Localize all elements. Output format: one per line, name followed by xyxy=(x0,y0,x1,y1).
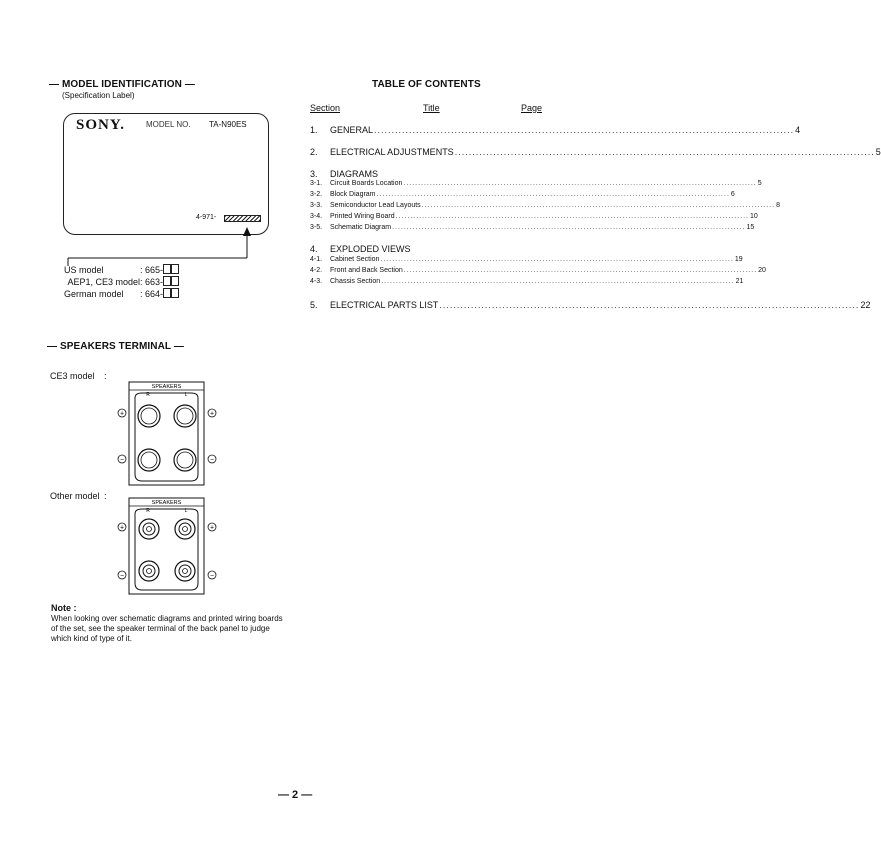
toc-entry-title: Schematic Diagram xyxy=(330,224,392,231)
right-channel-label: R xyxy=(146,508,150,514)
svg-text:−: − xyxy=(119,456,125,464)
toc-leader-dots: ........................................................................................................................ xyxy=(376,191,730,198)
terminal-r-plus xyxy=(139,519,159,539)
toc-entry xyxy=(310,202,780,213)
toc-entry-page: 4 xyxy=(795,125,801,135)
toc-entry-title: GENERAL xyxy=(330,125,374,135)
toc-entry-page: 6 xyxy=(730,191,735,198)
speakers-panel-title: SPEAKERS xyxy=(151,384,182,390)
model-name: German model xyxy=(64,289,124,299)
note-text: When looking over schematic diagrams and printed wiring boards of the set, see the speaker terminal of the back panel to judge which kind of type of it. xyxy=(51,614,283,643)
toc-title: TABLE OF CONTENTS xyxy=(372,79,481,90)
model-code-row xyxy=(64,288,179,300)
terminal-r-plus xyxy=(138,405,160,427)
toc-entry-title: ELECTRICAL PARTS LIST xyxy=(330,300,439,310)
polarity-plus-icon xyxy=(118,523,126,532)
toc-entry xyxy=(310,278,744,289)
toc-entry xyxy=(310,300,871,311)
toc-leader-dots: ........................................................................................................................ xyxy=(421,202,776,209)
polarity-minus-icon xyxy=(118,455,126,464)
toc-entry-page: 15 xyxy=(746,224,755,231)
other-model-label: Other model xyxy=(50,491,100,501)
toc-entry-number: 4. xyxy=(310,244,318,254)
ce3-model-colon: : xyxy=(104,371,107,381)
terminal-l-plus xyxy=(175,519,195,539)
sony-logo: SONY. xyxy=(76,117,126,133)
toc-entry-page: 5 xyxy=(875,147,881,157)
toc-entry xyxy=(310,125,801,136)
toc-entry-title: Block Diagram xyxy=(330,191,376,198)
toc-entry xyxy=(310,191,735,202)
toc-entry xyxy=(310,213,758,224)
toc-entry-title: DIAGRAMS xyxy=(330,169,379,179)
terminal-r-minus xyxy=(139,561,159,581)
toc-entry xyxy=(310,169,543,180)
code-box xyxy=(163,288,171,298)
toc-entry xyxy=(310,147,881,158)
model-no-value: TA-N90ES xyxy=(209,120,247,129)
model-no-label: MODEL NO. xyxy=(146,120,191,129)
toc-entry-number: 5. xyxy=(310,300,318,310)
toc-col-page: Page xyxy=(521,103,543,113)
toc-leader-dots: ........................................................................................................................ xyxy=(403,267,758,274)
model-code: : 663- xyxy=(140,277,164,287)
toc-entry xyxy=(310,224,755,235)
serial-prefix: 4-971- xyxy=(196,214,217,221)
terminal-l-plus xyxy=(174,405,196,427)
toc-entry-page: 20 xyxy=(758,267,766,274)
toc-entry-title: Front and Back Section xyxy=(330,267,403,274)
toc-col-title: Title xyxy=(423,103,440,113)
svg-text:−: − xyxy=(119,572,125,580)
toc-col-section: Section xyxy=(310,103,341,113)
code-box xyxy=(171,276,179,286)
serial-leader-line xyxy=(60,220,280,270)
model-code-row xyxy=(64,276,179,288)
toc-entry-title: EXPLODED VIEWS xyxy=(330,244,411,254)
other-model-colon: : xyxy=(104,491,107,501)
toc-leader-dots: ........................................................................................................................ xyxy=(380,256,734,263)
model-code-row xyxy=(64,264,179,276)
toc-entry-page: 22 xyxy=(860,300,871,310)
toc-entry-number: 3-5. xyxy=(310,224,323,231)
model-code-list xyxy=(64,264,179,300)
toc-entry xyxy=(310,256,743,267)
svg-text:+: + xyxy=(119,524,125,532)
svg-text:+: + xyxy=(209,410,215,418)
toc-entry-page: 5 xyxy=(757,180,762,187)
toc-leader-dots: ........................................................................................................................ xyxy=(374,125,795,135)
toc-entry xyxy=(310,244,543,255)
speakers-terminal-heading: — SPEAKERS TERMINAL — xyxy=(47,341,184,352)
toc-entry-page: 19 xyxy=(734,256,743,263)
note-title: Note : xyxy=(51,603,77,613)
toc-entry-number: 3. xyxy=(310,169,318,179)
toc-entry-page: 8 xyxy=(776,202,780,209)
model-identification-heading: — MODEL IDENTIFICATION — xyxy=(49,79,195,90)
toc-entry-number: 3-3. xyxy=(310,202,323,209)
toc-entry xyxy=(310,180,762,191)
ce3-model-label: CE3 model xyxy=(50,371,95,381)
polarity-plus-icon xyxy=(118,409,126,418)
toc-entry-number: 2. xyxy=(310,147,318,157)
svg-text:+: + xyxy=(209,524,215,532)
toc-leader-dots: ........................................................................................................................ xyxy=(381,278,735,285)
code-box xyxy=(163,276,171,286)
left-channel-label: L xyxy=(184,508,188,514)
polarity-minus-icon xyxy=(118,571,126,580)
svg-text:+: + xyxy=(119,410,125,418)
toc-entry-page: 21 xyxy=(735,278,744,285)
code-box xyxy=(171,264,179,274)
other-speaker-terminal-diagram xyxy=(112,494,222,598)
toc-entry-title: Cabinet Section xyxy=(330,256,380,263)
toc-entry-title: Chassis Section xyxy=(330,278,381,285)
toc-leader-dots: ........................................................................................................................ xyxy=(454,147,875,157)
toc-entry-number: 4-3. xyxy=(310,278,323,285)
speakers-panel-title: SPEAKERS xyxy=(151,500,182,506)
model-code: : 664- xyxy=(140,289,164,299)
toc-entry-number: 3-4. xyxy=(310,213,323,220)
toc-entry-number: 3-1. xyxy=(310,180,323,187)
polarity-minus-icon xyxy=(208,455,216,464)
toc-entry-number: 4-1. xyxy=(310,256,323,263)
toc-leader-dots: ........................................................................................................................ xyxy=(395,213,749,220)
specification-label xyxy=(63,113,269,235)
toc-entry-page: 10 xyxy=(749,213,758,220)
toc-leader-dots: ........................................................................................................................ xyxy=(392,224,746,231)
polarity-plus-icon xyxy=(208,523,216,532)
terminal-r-minus xyxy=(138,449,160,471)
toc-entry xyxy=(310,267,766,278)
polarity-minus-icon xyxy=(208,571,216,580)
code-box xyxy=(163,264,171,274)
toc-entry-number: 1. xyxy=(310,125,318,135)
model-name: US model xyxy=(64,265,104,275)
toc-entry-number: 4-2. xyxy=(310,267,323,274)
toc-leader-dots: ........................................................................................................................ xyxy=(403,180,757,187)
model-name: AEP1, CE3 model xyxy=(67,277,140,287)
specification-label-subheading: (Specification Label) xyxy=(62,91,135,100)
svg-text:−: − xyxy=(209,572,215,580)
toc-entry-title: ELECTRICAL ADJUSTMENTS xyxy=(330,147,454,157)
left-channel-label: L xyxy=(184,392,188,398)
polarity-plus-icon xyxy=(208,409,216,418)
page-number: — 2 — xyxy=(278,789,313,801)
toc-entry-title: Circuit Boards Location xyxy=(330,180,403,187)
toc-entry-title: Semiconductor Lead Layouts xyxy=(330,202,421,209)
right-channel-label: R xyxy=(146,392,150,398)
code-box xyxy=(171,288,179,298)
terminal-l-minus xyxy=(175,561,195,581)
model-code: : 665- xyxy=(140,265,164,275)
toc-leader-dots: ........................................................................................................................ xyxy=(439,300,860,310)
ce3-speaker-terminal-diagram xyxy=(112,378,222,490)
svg-text:−: − xyxy=(209,456,215,464)
toc-entry-number: 3-2. xyxy=(310,191,323,198)
toc-entry-title: Printed Wiring Board xyxy=(330,213,395,220)
terminal-l-minus xyxy=(174,449,196,471)
